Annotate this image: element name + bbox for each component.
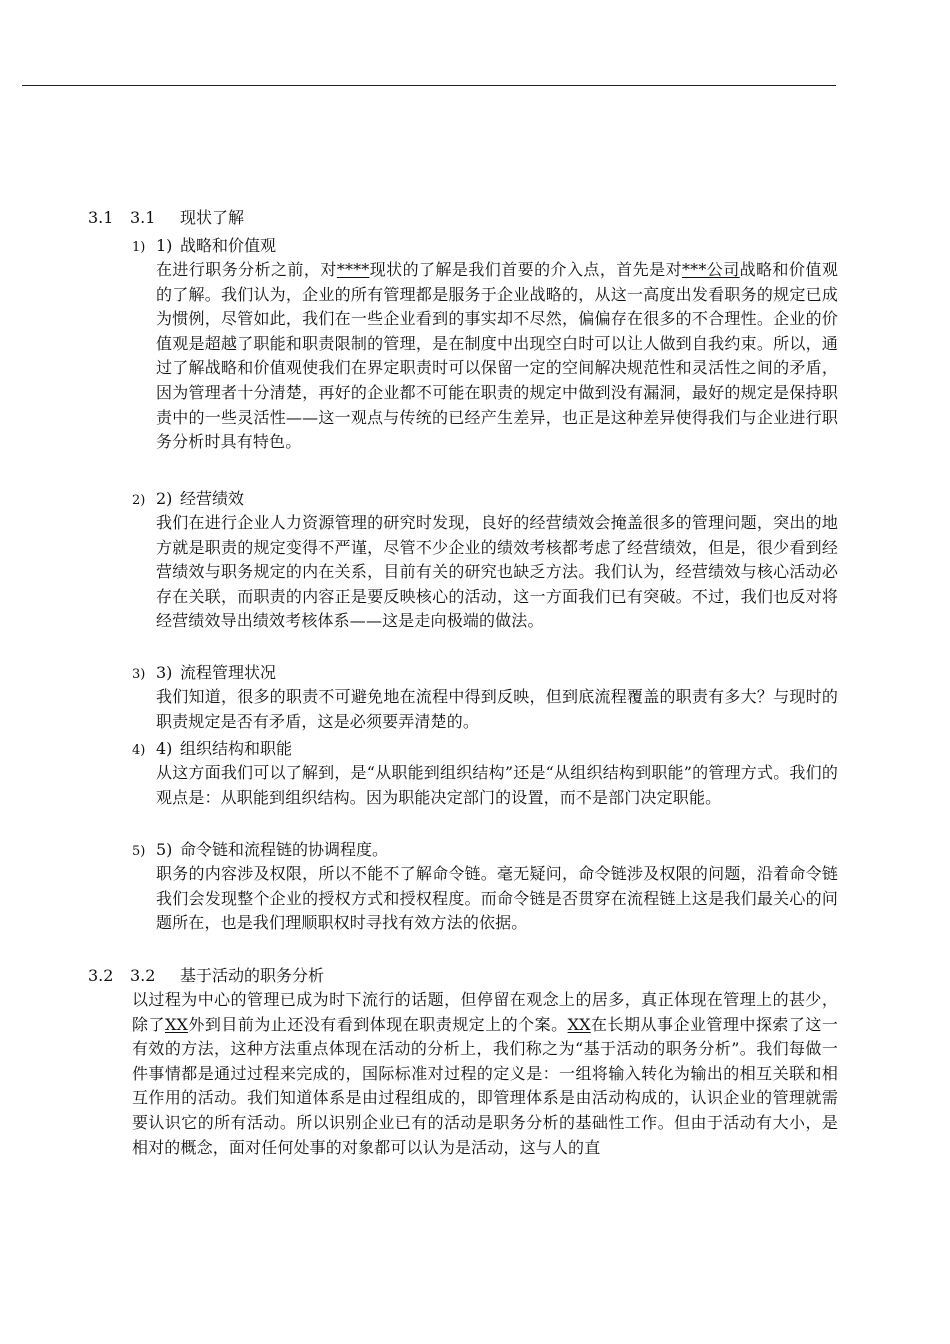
list-item-heading-3 xyxy=(132,660,276,683)
section-heading-3-1 xyxy=(88,205,244,228)
list-item-title: 命令链和流程链的协调程度。 xyxy=(180,840,389,859)
paragraph-activity-analysis xyxy=(132,988,838,1160)
text-run: 在长期从事企业管理中探索了这一有效的方法，这种方法重点体现在活动的分析上，我们称之为“基于活动的职务分析”。我们每做一件事情都是通过过程来完成的，国际标准对过程的定义是：一组将输入转化为输出的相互关联和相互作用的活动。我们知道体系是由过程组成的，即管理体系是由活动构成的，认识企业的管理就需要认识它的所有活动。所以识别企业已有的活动是职务分析的基础性工作。但由于活动有大小，是相对的概念，面对任何处事的对象都可以认为是活动，这与人的直 xyxy=(132,1014,838,1157)
paragraph-organization: 从这方面我们可以了解到，是“从职能到组织结构”还是“从组织结构到职能”的管理方式。我们的观点是：从职能到组织结构。因为职能决定部门的设置，而不是部门决定职能。 xyxy=(156,763,838,807)
list-number: 1) xyxy=(156,236,173,255)
underlined-redaction: **** xyxy=(336,260,370,279)
list-item-heading-1 xyxy=(132,233,276,256)
section-title: 基于活动的职务分析 xyxy=(180,966,325,985)
list-number: 5) xyxy=(156,840,173,859)
list-item-title: 战略和价值观 xyxy=(180,236,277,255)
underlined-redaction: XX xyxy=(164,1014,189,1034)
section-number: 3.1 xyxy=(88,208,114,227)
underlined-company: ***公司 xyxy=(682,260,740,279)
list-number: 2) xyxy=(156,489,173,508)
list-item-title: 组织结构和职能 xyxy=(180,739,293,758)
list-marker: 3) xyxy=(132,667,146,682)
underlined-redaction: XX xyxy=(567,1014,591,1034)
paragraph-process: 我们知道，很多的职责不可避免地在流程中得到反映，但到底流程覆盖的职责有多大？与现时的职责规定是否有矛盾，这是必须要弄清楚的。 xyxy=(156,687,838,731)
paragraph-command-chain: 职务的内容涉及权限，所以不能不了解命令链。毫无疑问，命令链涉及权限的问题，沿着命令链我们会发现整个企业的授权方式和授权程度。而命令链是否贯穿在流程链上这是我们最关心的问题所在，也是我们理顺职权时寻找有效方法的依据。 xyxy=(156,864,838,933)
text-run: 以过程为中心的管理已成为时下流行的话题，但停留在观念上的居多，真正体现在管理上的甚少，除了 xyxy=(132,990,838,1034)
list-marker: 5) xyxy=(132,844,146,859)
section-number: 3.2 xyxy=(88,966,114,985)
text-run: 战略和价值观的了解。我们认为，企业的所有管理都是服务于企业战略的，从这一高度出发看职务的规定已成为惯例，尽管如此，我们在一些企业看到的事实却不尽然，偏偏存在很多的不合理性。企业的价值观是超越了职能和职责限制的管理，是在制度中出现空白时可以让人做到自我约束。所以，通过了解战略和价值观使我们在界定职责时可以保留一定的空间解决规范性和灵活性之间的矛盾，因为管理者十分清楚，再好的企业都不可能在职责的规定中做到没有漏洞，最好的规定是保持职责中的一些灵活性——这一观点与传统的已经产生差异，也正是这种差异使得我们与企业进行职务分析时具有特色。 xyxy=(156,260,838,452)
list-marker: 1) xyxy=(132,240,146,255)
list-number: 3) xyxy=(156,663,173,682)
list-marker: 2) xyxy=(132,493,146,508)
text-run: 现状的了解是我们首要的介入点，首先是对 xyxy=(369,260,683,279)
list-item-heading-5 xyxy=(132,837,388,860)
list-item-title: 流程管理状况 xyxy=(180,663,277,682)
header-rule xyxy=(22,85,836,86)
text-run: 在进行职务分析之前，对 xyxy=(156,260,337,279)
list-marker: 4) xyxy=(132,743,146,758)
text-run: 外到目前为止还没有看到体现在职责规定上的个案。 xyxy=(188,1014,568,1034)
list-item-heading-2 xyxy=(132,486,244,509)
list-number: 4) xyxy=(156,739,173,758)
section-number-secondary: 3.1 xyxy=(130,208,156,227)
list-item-title: 经营绩效 xyxy=(180,489,245,508)
paragraph-performance: 我们在进行企业人力资源管理的研究时发现，良好的经营绩效会掩盖很多的管理问题，突出的地方就是职责的规定变得不严谨，尽管不少企业的绩效考核都考虑了经营绩效，但是，很少看到经营绩效与职务规定的内在关系，目前有关的研究也缺乏方法。我们认为，经营绩效与核心活动必存在关联，而职责的内容正是要反映核心的活动，这一方面我们已有突破。不过，我们也反对将经营绩效导出绩效考核体系——这是走向极端的做法。 xyxy=(156,513,838,631)
section-title: 现状了解 xyxy=(180,208,245,227)
list-item-heading-4 xyxy=(132,736,292,759)
section-heading-3-2 xyxy=(88,963,324,986)
section-number-secondary: 3.2 xyxy=(130,966,156,985)
paragraph-strategy-values xyxy=(156,258,838,455)
